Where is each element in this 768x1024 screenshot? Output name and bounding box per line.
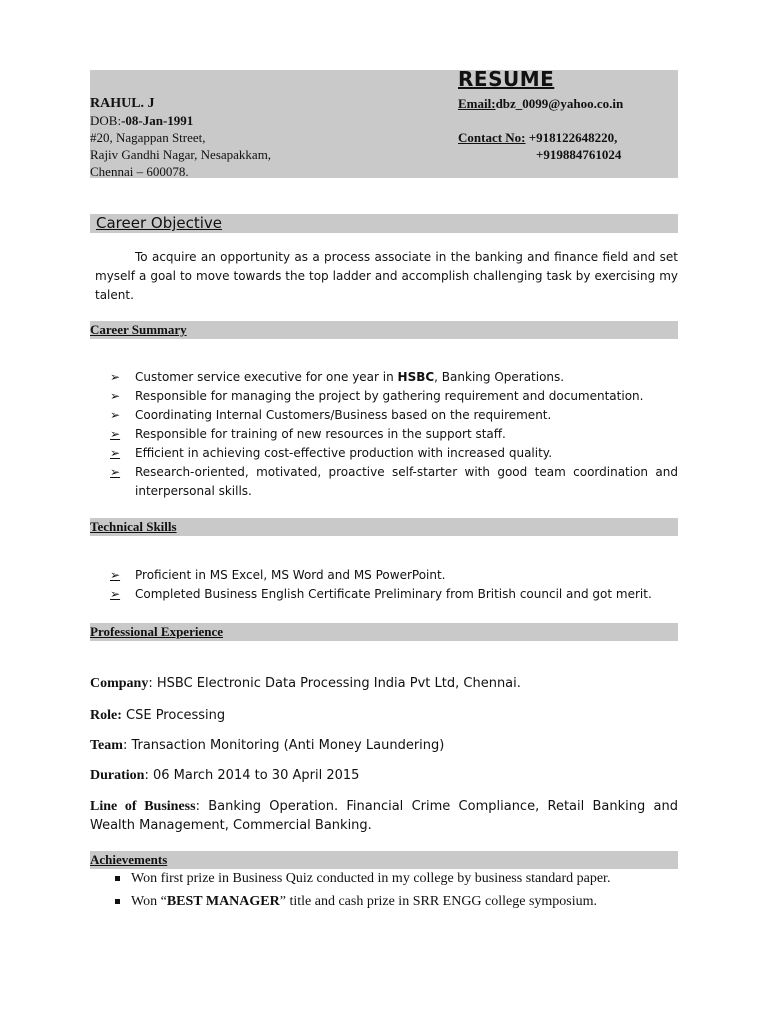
contact-value-1: +918122648220, — [528, 130, 618, 145]
career-summary-item: ➢ Customer service executive for one year in HSBC, Banking Operations. — [110, 368, 678, 387]
address-line-2: Rajiv Gandhi Nagar, Nesapakkam, — [90, 147, 272, 162]
dob-label: DOB: — [90, 113, 122, 128]
technical-skills-heading — [90, 518, 678, 536]
email-label: Email: — [458, 96, 496, 111]
career-summary-list — [110, 368, 678, 501]
professional-experience-heading — [90, 623, 678, 641]
dob-value: -08-Jan-1991 — [121, 113, 194, 128]
contact-label: Contact No: — [458, 130, 526, 145]
achievement-item: Won “BEST MANAGER” title and cash prize in SRR ENGG college symposium. — [115, 892, 675, 912]
professional-experience-title: Professional Experience — [90, 624, 223, 639]
contact-info — [458, 95, 623, 163]
career-objective-text: To acquire an opportunity as a process associate in the banking and finance field and set myself a goal to move towards the top ladder and accomplish challenging task by exercising my talent. — [95, 250, 678, 302]
arrow-bullet-icon: ➢ — [110, 370, 121, 384]
email-line — [458, 95, 623, 112]
arrow-bullet-icon: ➢ — [110, 408, 121, 422]
email-value[interactable]: dbz_0099@yahoo.co.in — [495, 96, 624, 111]
candidate-name: RAHUL. J — [90, 96, 155, 111]
technical-skills-title: Technical Skills — [90, 519, 177, 534]
arrow-bullet-icon: ➢ — [110, 427, 121, 441]
achievements-title: Achievements — [90, 852, 168, 867]
duration-line: Duration: 06 March 2014 to 30 April 2015 — [90, 768, 360, 783]
career-objective-title: Career Objective — [96, 214, 223, 232]
contact-value-2: +919884761024 — [536, 147, 622, 162]
contact-line — [458, 129, 623, 146]
career-objective-heading — [90, 214, 678, 233]
address-line-3: Chennai – 600078. — [90, 164, 189, 179]
technical-skill-item: ➢ Completed Business English Certificate Preliminary from British council and got merit. — [110, 585, 678, 604]
career-summary-item: ➢ Efficient in achieving cost-effective production with increased quality. — [110, 444, 678, 463]
career-summary-heading — [90, 321, 678, 339]
resume-page — [90, 67, 679, 909]
square-bullet-icon — [115, 876, 120, 881]
arrow-bullet-icon: ➢ — [110, 465, 121, 479]
personal-info — [90, 95, 271, 180]
career-summary-item: ➢ Responsible for training of new resources in the support staff. — [110, 425, 678, 444]
career-summary-title: Career Summary — [90, 322, 187, 337]
square-bullet-icon — [115, 899, 120, 904]
technical-skills-list — [110, 566, 678, 604]
line-of-business: Line of Business: Banking Operation. Financial Crime Compliance, Retail Banking and Wealth Management, Commercial Banking. — [90, 799, 679, 833]
career-summary-item: ➢ Research-oriented, motivated, proactive self-starter with good team coordination and interpersonal skills. — [110, 465, 678, 498]
dob-line — [90, 112, 271, 129]
achievement-item: Won first prize in Business Quiz conducted in my college by business standard paper. — [115, 869, 675, 889]
arrow-bullet-icon: ➢ — [110, 446, 121, 460]
team-line: Team: Transaction Monitoring (Anti Money Laundering) — [90, 738, 445, 753]
company-line: Company: HSBC Electronic Data Processing India Pvt Ltd, Chennai. — [90, 676, 521, 691]
resume-title: RESUME — [458, 67, 555, 91]
technical-skill-item: ➢ Proficient in MS Excel, MS Word and MS PowerPoint. — [110, 566, 678, 585]
address-line-1: #20, Nagappan Street, — [90, 130, 206, 145]
achievements-heading — [90, 851, 678, 869]
arrow-bullet-icon: ➢ — [110, 587, 121, 601]
role-line: Role: CSE Processing — [90, 708, 226, 723]
resume-header — [90, 67, 678, 179]
achievements-list — [115, 869, 675, 915]
arrow-bullet-icon: ➢ — [110, 568, 121, 582]
career-summary-item: ➢ Coordinating Internal Customers/Business based on the requirement. — [110, 406, 678, 425]
arrow-bullet-icon: ➢ — [110, 389, 121, 403]
career-summary-item: ➢ Responsible for managing the project by gathering requirement and documentation. — [110, 387, 678, 406]
